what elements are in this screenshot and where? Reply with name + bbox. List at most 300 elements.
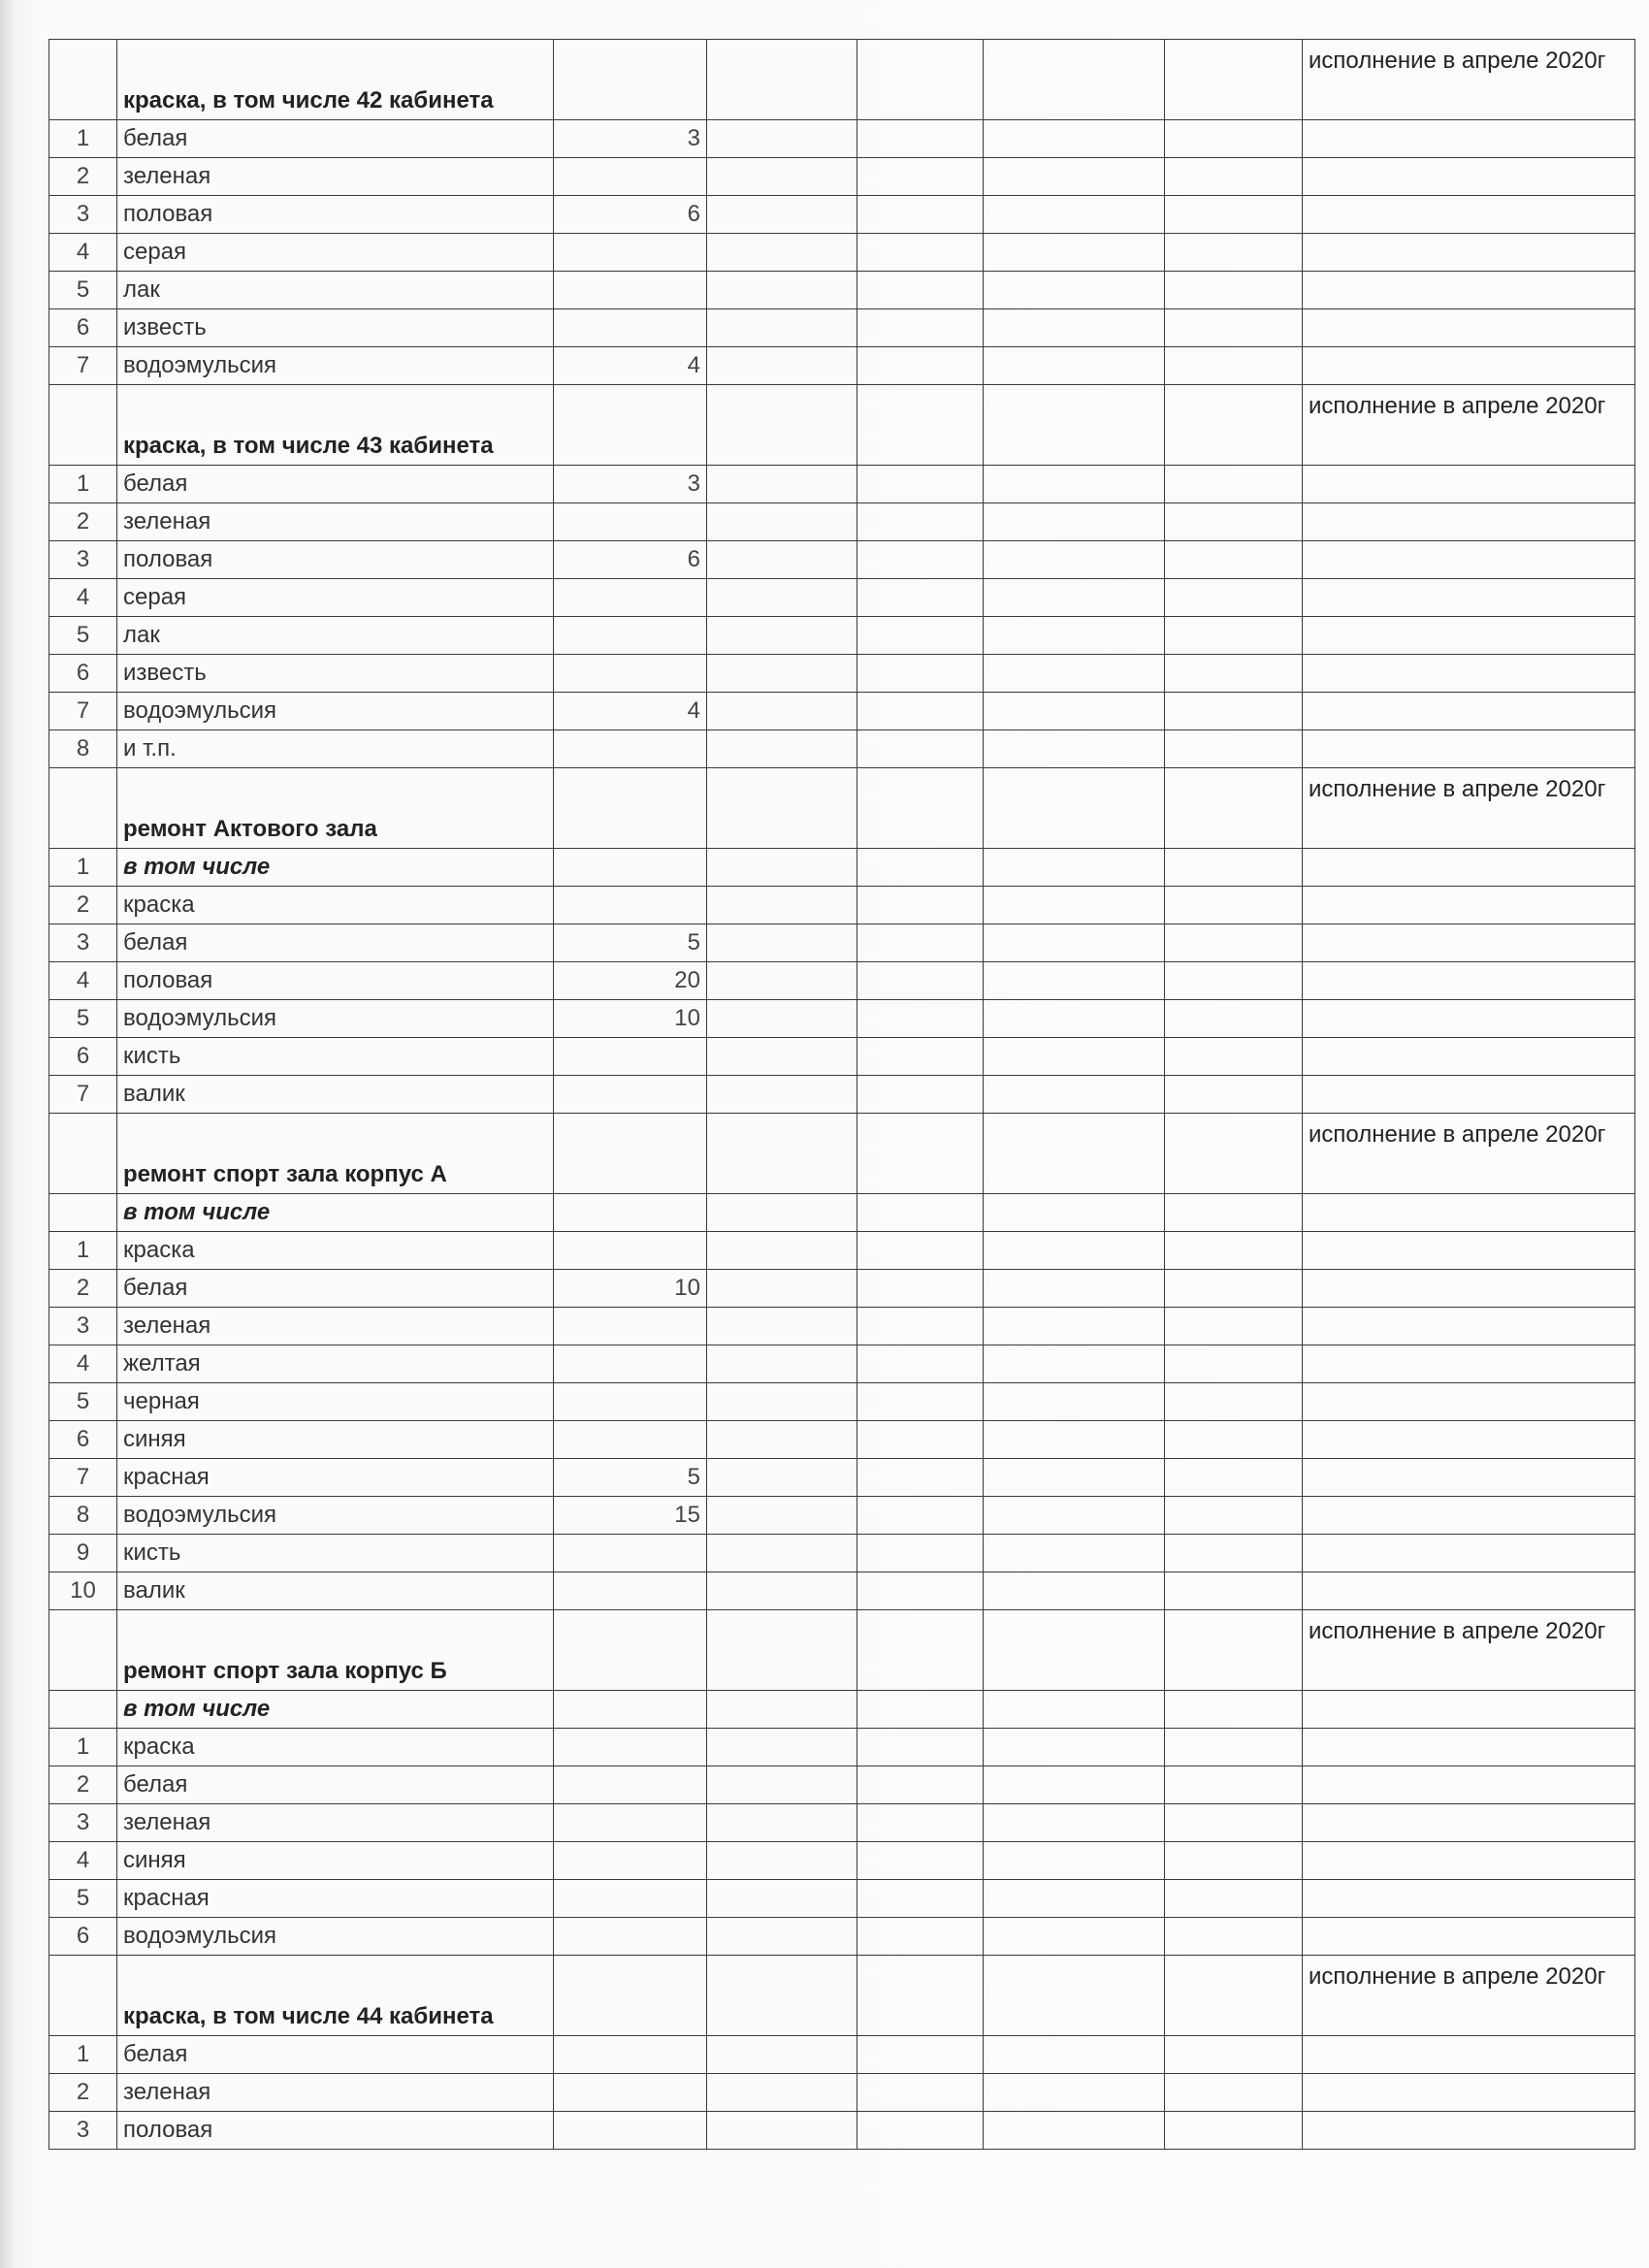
- empty-cell: [984, 1038, 1165, 1076]
- quantity-cell: [554, 1729, 707, 1766]
- quantity-cell: 15: [554, 1497, 707, 1535]
- empty-cell: [1303, 2036, 1635, 2074]
- item-name-cell: черная: [117, 1383, 554, 1421]
- empty-cell: [1303, 347, 1635, 385]
- empty-cell: [984, 579, 1165, 617]
- empty-cell: [1165, 693, 1303, 730]
- empty-cell: [984, 120, 1165, 158]
- empty-cell: [984, 1610, 1165, 1691]
- empty-cell: [707, 1691, 857, 1729]
- empty-cell: [1165, 1308, 1303, 1345]
- empty-cell: [1165, 272, 1303, 309]
- row-number-cell: 4: [49, 1345, 117, 1383]
- table-row: [49, 1421, 1635, 1459]
- table-row: [49, 541, 1635, 579]
- row-number-cell: [49, 1194, 117, 1232]
- table-row: [49, 1766, 1635, 1804]
- quantity-cell: [554, 1766, 707, 1804]
- item-name-cell: водоэмульсия: [117, 1000, 554, 1038]
- section-title: краска, в том числе 42 кабинета: [117, 40, 554, 120]
- empty-cell: [707, 1459, 857, 1497]
- empty-cell: [707, 385, 857, 466]
- table-row: [49, 924, 1635, 962]
- empty-cell: [857, 924, 984, 962]
- empty-cell: [707, 962, 857, 1000]
- empty-cell: [1165, 1572, 1303, 1610]
- empty-cell: [857, 1766, 984, 1804]
- empty-cell: [1303, 272, 1635, 309]
- table-row: [49, 309, 1635, 347]
- empty-cell: [857, 1345, 984, 1383]
- item-name-cell: зеленая: [117, 1308, 554, 1345]
- empty-cell: [857, 1421, 984, 1459]
- item-name-cell: кисть: [117, 1535, 554, 1572]
- table-row: [49, 347, 1635, 385]
- empty-cell: [984, 347, 1165, 385]
- empty-cell: [857, 40, 984, 120]
- empty-cell: [984, 1421, 1165, 1459]
- empty-cell: [857, 272, 984, 309]
- table-row: [49, 1038, 1635, 1076]
- empty-cell: [1165, 962, 1303, 1000]
- empty-cell: [857, 1076, 984, 1114]
- empty-cell: [857, 385, 984, 466]
- empty-cell: [984, 503, 1165, 541]
- row-number-cell: 1: [49, 120, 117, 158]
- table-row: [49, 1459, 1635, 1497]
- empty-cell: [984, 1076, 1165, 1114]
- empty-cell: [707, 849, 857, 887]
- empty-cell: [857, 693, 984, 730]
- empty-cell: [1165, 849, 1303, 887]
- empty-cell: [1165, 1918, 1303, 1956]
- quantity-cell: [554, 1232, 707, 1270]
- empty-cell: [857, 2112, 984, 2150]
- empty-cell: [1303, 466, 1635, 503]
- empty-cell: [1165, 768, 1303, 849]
- table-row: [49, 655, 1635, 693]
- table-row: [49, 2036, 1635, 2074]
- empty-cell: [984, 2112, 1165, 2150]
- quantity-cell: [554, 849, 707, 887]
- empty-cell: [1303, 1880, 1635, 1918]
- empty-cell: [707, 309, 857, 347]
- row-number-cell: [49, 385, 117, 466]
- empty-cell: [707, 1308, 857, 1345]
- empty-cell: [984, 1308, 1165, 1345]
- empty-cell: [857, 234, 984, 272]
- empty-cell: [1165, 1729, 1303, 1766]
- empty-cell: [554, 1956, 707, 2036]
- quantity-cell: [554, 1535, 707, 1572]
- table-row: [49, 1232, 1635, 1270]
- item-name-cell: половая: [117, 2112, 554, 2150]
- empty-cell: [1303, 1000, 1635, 1038]
- table-row: [49, 1270, 1635, 1308]
- empty-cell: [1165, 1270, 1303, 1308]
- empty-cell: [554, 768, 707, 849]
- empty-cell: [857, 196, 984, 234]
- item-name-cell: синяя: [117, 1842, 554, 1880]
- empty-cell: [1165, 503, 1303, 541]
- row-number-cell: 7: [49, 347, 117, 385]
- empty-cell: [1165, 655, 1303, 693]
- empty-cell: [1303, 1194, 1635, 1232]
- empty-cell: [1303, 1842, 1635, 1880]
- empty-cell: [857, 768, 984, 849]
- empty-cell: [857, 503, 984, 541]
- empty-cell: [857, 1956, 984, 2036]
- row-number-cell: 2: [49, 158, 117, 196]
- empty-cell: [1303, 1459, 1635, 1497]
- section-title: краска, в том числе 44 кабинета: [117, 1956, 554, 2036]
- quantity-cell: [554, 1691, 707, 1729]
- quantity-cell: [554, 1421, 707, 1459]
- empty-cell: [707, 2074, 857, 2112]
- section-header-row: [49, 1114, 1635, 1194]
- row-number-cell: 7: [49, 693, 117, 730]
- empty-cell: [857, 962, 984, 1000]
- empty-cell: [1303, 120, 1635, 158]
- empty-cell: [984, 1535, 1165, 1572]
- empty-cell: [1303, 1076, 1635, 1114]
- item-name-cell: зеленая: [117, 503, 554, 541]
- table-row: [49, 234, 1635, 272]
- quantity-cell: [554, 1038, 707, 1076]
- empty-cell: [707, 1610, 857, 1691]
- empty-cell: [707, 768, 857, 849]
- empty-cell: [984, 1000, 1165, 1038]
- empty-cell: [707, 466, 857, 503]
- item-name-cell: зеленая: [117, 158, 554, 196]
- empty-cell: [1165, 2036, 1303, 2074]
- empty-cell: [984, 1918, 1165, 1956]
- empty-cell: [1303, 1232, 1635, 1270]
- empty-cell: [1165, 385, 1303, 466]
- table-row: [49, 579, 1635, 617]
- quantity-cell: [554, 1918, 707, 1956]
- item-name-cell: валик: [117, 1572, 554, 1610]
- empty-cell: [857, 541, 984, 579]
- section-header-row: [49, 1956, 1635, 2036]
- item-name-cell: в том числе: [117, 849, 554, 887]
- table-row: [49, 730, 1635, 768]
- table-row: [49, 849, 1635, 887]
- empty-cell: [984, 196, 1165, 234]
- row-number-cell: [49, 768, 117, 849]
- empty-cell: [1165, 730, 1303, 768]
- empty-cell: [984, 1956, 1165, 2036]
- item-name-cell: серая: [117, 579, 554, 617]
- empty-cell: [1303, 2112, 1635, 2150]
- quantity-cell: 10: [554, 1000, 707, 1038]
- empty-cell: [984, 617, 1165, 655]
- row-number-cell: 4: [49, 579, 117, 617]
- empty-cell: [707, 1766, 857, 1804]
- empty-cell: [984, 1729, 1165, 1766]
- empty-cell: [857, 730, 984, 768]
- quantity-cell: 3: [554, 466, 707, 503]
- empty-cell: [1303, 887, 1635, 924]
- row-number-cell: 3: [49, 2112, 117, 2150]
- empty-cell: [857, 347, 984, 385]
- empty-cell: [984, 730, 1165, 768]
- item-name-cell: серая: [117, 234, 554, 272]
- row-number-cell: 3: [49, 541, 117, 579]
- empty-cell: [1165, 1383, 1303, 1421]
- empty-cell: [707, 1842, 857, 1880]
- quantity-cell: 3: [554, 120, 707, 158]
- empty-cell: [857, 617, 984, 655]
- row-number-cell: 2: [49, 503, 117, 541]
- empty-cell: [707, 1076, 857, 1114]
- empty-cell: [1165, 1535, 1303, 1572]
- empty-cell: [984, 2074, 1165, 2112]
- item-name-cell: белая: [117, 1766, 554, 1804]
- table-row: [49, 1729, 1635, 1766]
- empty-cell: [707, 693, 857, 730]
- quantity-cell: [554, 2112, 707, 2150]
- empty-cell: [1303, 1308, 1635, 1345]
- empty-cell: [984, 2036, 1165, 2074]
- table-row: [49, 120, 1635, 158]
- empty-cell: [1303, 1038, 1635, 1076]
- empty-cell: [1165, 466, 1303, 503]
- empty-cell: [857, 1000, 984, 1038]
- item-name-cell: лак: [117, 617, 554, 655]
- empty-cell: [984, 1572, 1165, 1610]
- empty-cell: [1165, 309, 1303, 347]
- empty-cell: [857, 158, 984, 196]
- empty-cell: [707, 1729, 857, 1766]
- empty-cell: [1165, 2074, 1303, 2112]
- quantity-cell: [554, 1076, 707, 1114]
- item-name-cell: кисть: [117, 1038, 554, 1076]
- empty-cell: [1303, 655, 1635, 693]
- empty-cell: [984, 1270, 1165, 1308]
- empty-cell: [707, 1383, 857, 1421]
- quantity-cell: [554, 1383, 707, 1421]
- empty-cell: [857, 1729, 984, 1766]
- empty-cell: [1303, 1804, 1635, 1842]
- item-name-cell: синяя: [117, 1421, 554, 1459]
- empty-cell: [984, 1497, 1165, 1535]
- empty-cell: [1165, 579, 1303, 617]
- empty-cell: [1303, 924, 1635, 962]
- row-number-cell: 6: [49, 655, 117, 693]
- item-name-cell: лак: [117, 272, 554, 309]
- empty-cell: [984, 924, 1165, 962]
- table-row: [49, 158, 1635, 196]
- item-name-cell: водоэмульсия: [117, 347, 554, 385]
- row-number-cell: 8: [49, 1497, 117, 1535]
- row-number-cell: 5: [49, 272, 117, 309]
- empty-cell: [857, 309, 984, 347]
- empty-cell: [984, 655, 1165, 693]
- empty-cell: [707, 1114, 857, 1194]
- execution-note: исполнение в апреле 2020г: [1303, 385, 1635, 466]
- empty-cell: [984, 1194, 1165, 1232]
- empty-cell: [1303, 1918, 1635, 1956]
- empty-cell: [1303, 1421, 1635, 1459]
- empty-cell: [1165, 924, 1303, 962]
- item-name-cell: известь: [117, 655, 554, 693]
- row-number-cell: 4: [49, 962, 117, 1000]
- empty-cell: [984, 1804, 1165, 1842]
- empty-cell: [554, 1114, 707, 1194]
- empty-cell: [1303, 1345, 1635, 1383]
- empty-cell: [707, 1000, 857, 1038]
- quantity-cell: [554, 1194, 707, 1232]
- quantity-cell: [554, 1804, 707, 1842]
- row-number-cell: 9: [49, 1535, 117, 1572]
- empty-cell: [707, 234, 857, 272]
- empty-cell: [857, 466, 984, 503]
- empty-cell: [984, 693, 1165, 730]
- section-header-row: [49, 1610, 1635, 1691]
- empty-cell: [984, 40, 1165, 120]
- item-name-cell: белая: [117, 2036, 554, 2074]
- empty-cell: [857, 1535, 984, 1572]
- row-number-cell: 2: [49, 2074, 117, 2112]
- section-header-row: [49, 40, 1635, 120]
- empty-cell: [1165, 1610, 1303, 1691]
- table-row: [49, 503, 1635, 541]
- empty-cell: [1165, 1842, 1303, 1880]
- item-name-cell: половая: [117, 196, 554, 234]
- empty-cell: [857, 1383, 984, 1421]
- row-number-cell: 1: [49, 2036, 117, 2074]
- quantity-cell: [554, 887, 707, 924]
- empty-cell: [707, 730, 857, 768]
- execution-note: исполнение в апреле 2020г: [1303, 1956, 1635, 2036]
- empty-cell: [1165, 617, 1303, 655]
- empty-cell: [857, 2036, 984, 2074]
- empty-cell: [707, 1421, 857, 1459]
- empty-cell: [984, 887, 1165, 924]
- empty-cell: [984, 1345, 1165, 1383]
- empty-cell: [984, 1114, 1165, 1194]
- row-number-cell: 3: [49, 924, 117, 962]
- empty-cell: [984, 1232, 1165, 1270]
- empty-cell: [1165, 234, 1303, 272]
- table-row: [49, 1497, 1635, 1535]
- section-title: ремонт спорт зала корпус Б: [117, 1610, 554, 1691]
- item-name-cell: известь: [117, 309, 554, 347]
- item-name-cell: валик: [117, 1076, 554, 1114]
- empty-cell: [707, 2112, 857, 2150]
- quantity-cell: [554, 579, 707, 617]
- empty-cell: [1165, 1956, 1303, 2036]
- empty-cell: [707, 1038, 857, 1076]
- empty-cell: [1303, 1497, 1635, 1535]
- quantity-cell: [554, 1572, 707, 1610]
- quantity-cell: [554, 2074, 707, 2112]
- item-name-cell: красная: [117, 1459, 554, 1497]
- table-row: [49, 272, 1635, 309]
- quantity-cell: 5: [554, 924, 707, 962]
- empty-cell: [984, 234, 1165, 272]
- empty-cell: [857, 1918, 984, 1956]
- empty-cell: [707, 617, 857, 655]
- empty-cell: [1165, 1766, 1303, 1804]
- item-name-cell: белая: [117, 1270, 554, 1308]
- row-number-cell: 3: [49, 1308, 117, 1345]
- quantity-cell: 5: [554, 1459, 707, 1497]
- empty-cell: [1303, 579, 1635, 617]
- section-header-row: [49, 385, 1635, 466]
- quantity-cell: [554, 730, 707, 768]
- empty-cell: [984, 1459, 1165, 1497]
- empty-cell: [984, 962, 1165, 1000]
- table-row: [49, 1918, 1635, 1956]
- empty-cell: [984, 1691, 1165, 1729]
- quantity-cell: [554, 655, 707, 693]
- empty-cell: [1303, 617, 1635, 655]
- empty-cell: [1165, 1000, 1303, 1038]
- row-number-cell: 3: [49, 196, 117, 234]
- execution-note: исполнение в апреле 2020г: [1303, 40, 1635, 120]
- table-row: [49, 2112, 1635, 2150]
- item-name-cell: половая: [117, 541, 554, 579]
- empty-cell: [1165, 1421, 1303, 1459]
- empty-cell: [1165, 120, 1303, 158]
- empty-cell: [857, 1842, 984, 1880]
- row-number-cell: 1: [49, 849, 117, 887]
- empty-cell: [1165, 1459, 1303, 1497]
- empty-cell: [857, 1497, 984, 1535]
- empty-cell: [1303, 1691, 1635, 1729]
- row-number-cell: 6: [49, 309, 117, 347]
- empty-cell: [1165, 158, 1303, 196]
- row-number-cell: [49, 1610, 117, 1691]
- empty-cell: [857, 1880, 984, 1918]
- empty-cell: [984, 849, 1165, 887]
- empty-cell: [1303, 849, 1635, 887]
- empty-cell: [857, 1308, 984, 1345]
- item-name-cell: красная: [117, 1880, 554, 1918]
- row-number-cell: 1: [49, 1729, 117, 1766]
- execution-note: исполнение в апреле 2020г: [1303, 1114, 1635, 1194]
- empty-cell: [1303, 234, 1635, 272]
- empty-cell: [857, 655, 984, 693]
- empty-cell: [1165, 196, 1303, 234]
- row-number-cell: [49, 1114, 117, 1194]
- empty-cell: [1165, 2112, 1303, 2150]
- empty-cell: [707, 887, 857, 924]
- table-row: [49, 196, 1635, 234]
- quantity-cell: 4: [554, 347, 707, 385]
- empty-cell: [857, 1038, 984, 1076]
- table-row: [49, 1308, 1635, 1345]
- row-number-cell: 6: [49, 1918, 117, 1956]
- item-name-cell: белая: [117, 924, 554, 962]
- table-row: [49, 1000, 1635, 1038]
- row-number-cell: [49, 1956, 117, 2036]
- row-number-cell: 8: [49, 730, 117, 768]
- empty-cell: [707, 120, 857, 158]
- empty-cell: [984, 1880, 1165, 1918]
- empty-cell: [1303, 503, 1635, 541]
- empty-cell: [984, 272, 1165, 309]
- empty-cell: [857, 1691, 984, 1729]
- empty-cell: [1303, 309, 1635, 347]
- empty-cell: [857, 1232, 984, 1270]
- empty-cell: [707, 1345, 857, 1383]
- item-name-cell: и т.п.: [117, 730, 554, 768]
- empty-cell: [984, 158, 1165, 196]
- empty-cell: [707, 40, 857, 120]
